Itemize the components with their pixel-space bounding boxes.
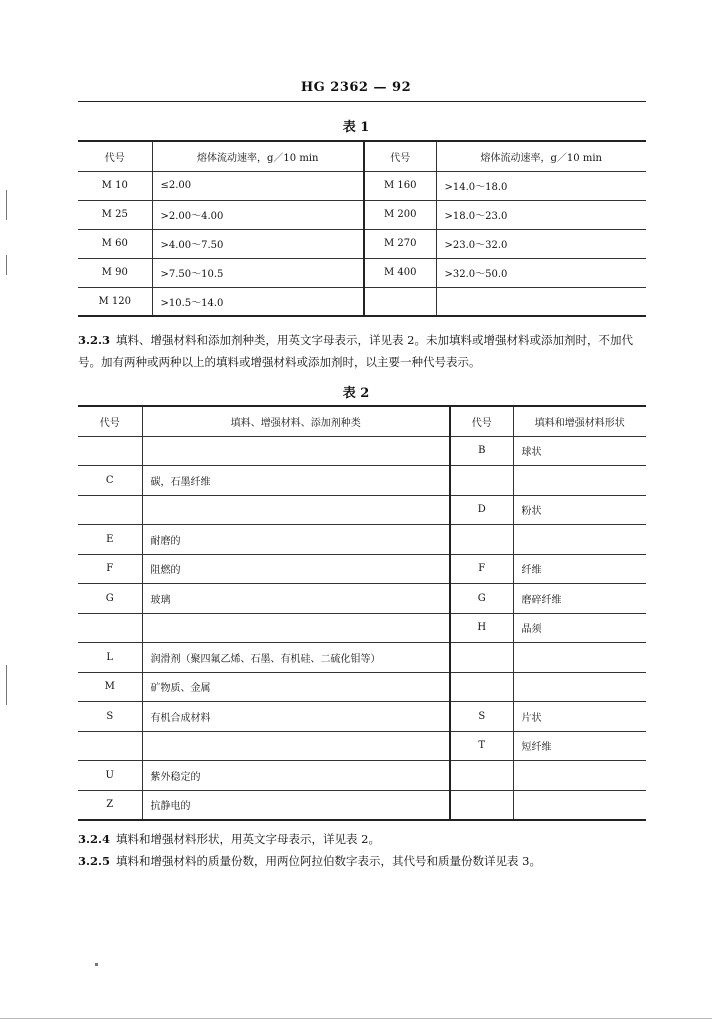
table-cell: D <box>450 495 513 525</box>
table-cell: >18.0～23.0 <box>436 200 646 229</box>
table-cell <box>436 287 646 316</box>
table-row <box>78 584 646 614</box>
table-cell <box>450 761 513 791</box>
section-3-2-3 <box>78 329 648 373</box>
table-cell: 耐磨的 <box>142 525 450 555</box>
section-number: 3.2.4 <box>78 832 111 846</box>
section-3-2-5 <box>78 850 648 872</box>
table-cell: H <box>450 613 513 643</box>
table-cell: ≤2.00 <box>152 171 364 200</box>
table-cell: F <box>450 554 513 584</box>
table-row <box>78 436 646 466</box>
section-3-2-4 <box>78 828 648 850</box>
table-cell: 玻璃 <box>142 584 450 614</box>
table-cell: M 25 <box>78 200 152 229</box>
table2-header-cell: 代号 <box>450 406 513 436</box>
table-cell: 球状 <box>513 436 646 466</box>
table-cell: >2.00～4.00 <box>152 200 364 229</box>
table-cell: B <box>450 436 513 466</box>
table-cell <box>142 613 450 643</box>
page-header: HG 2362 — 92 <box>300 80 412 95</box>
table-cell: S <box>450 702 513 732</box>
table-row <box>78 554 646 584</box>
table-cell: M 10 <box>78 171 152 200</box>
table-cell: M 60 <box>78 229 152 258</box>
table-cell: S <box>78 702 142 732</box>
table-cell: 碳，石墨纤维 <box>142 466 450 496</box>
section-number: 3.2.3 <box>78 333 111 347</box>
table-cell <box>513 790 646 820</box>
table-cell <box>78 731 142 761</box>
table-cell: >4.00～7.50 <box>152 229 364 258</box>
table-cell: 晶须 <box>513 613 646 643</box>
table-row <box>78 495 646 525</box>
table-row <box>78 731 646 761</box>
table-cell <box>513 466 646 496</box>
table-row <box>78 761 646 791</box>
scan-mark <box>6 255 7 275</box>
section-number: 3.2.5 <box>78 854 111 868</box>
table-cell: 紫外稳定的 <box>142 761 450 791</box>
table-cell: >7.50～10.5 <box>152 258 364 287</box>
table-cell: T <box>450 731 513 761</box>
table-cell: U <box>78 761 142 791</box>
table-row <box>78 171 646 200</box>
table-cell: 抗静电的 <box>142 790 450 820</box>
table-cell: >23.0～32.0 <box>436 229 646 258</box>
table-cell: >10.5～14.0 <box>152 287 364 316</box>
table-cell: F <box>78 554 142 584</box>
table-cell: G <box>450 584 513 614</box>
table-row <box>78 466 646 496</box>
table2 <box>78 405 646 821</box>
scan-mark <box>95 963 98 966</box>
table1-header-cell: 熔体流动速率，g／10 min <box>152 141 364 171</box>
table-row <box>78 613 646 643</box>
table1 <box>78 140 646 317</box>
table2-header-row <box>78 406 646 436</box>
table-cell: 润滑剂（聚四氟乙烯、石墨、有机硅、二硫化钼等） <box>142 643 450 673</box>
table-cell <box>142 436 450 466</box>
table-row <box>78 200 646 229</box>
table-row <box>78 229 646 258</box>
table-cell: M 120 <box>78 287 152 316</box>
table-cell: 纤维 <box>513 554 646 584</box>
table-cell <box>78 613 142 643</box>
scan-mark <box>6 665 7 705</box>
table2-header-cell: 代号 <box>78 406 142 436</box>
table-cell <box>364 287 436 316</box>
header-rule <box>78 101 646 102</box>
table2-header-cell: 填料和增强材料形状 <box>513 406 646 436</box>
table-cell: 阻燃的 <box>142 554 450 584</box>
table-cell: 有机合成材料 <box>142 702 450 732</box>
section-text: 填料、增强材料和添加剂种类，用英文字母表示，详见表 2。未加填料或增强材料或添加剂时，不加代号。加有两种或两种以上的填料或增强材料或添加剂时，以主要一种代号表示。 <box>78 333 633 369</box>
table1-header-cell: 熔体流动速率，g／10 min <box>436 141 646 171</box>
scan-mark <box>6 190 7 220</box>
table1-header-cell: 代号 <box>364 141 436 171</box>
table-cell: M <box>78 672 142 702</box>
table-cell: M 90 <box>78 258 152 287</box>
table-cell: >32.0～50.0 <box>436 258 646 287</box>
table-cell: 磨碎纤维 <box>513 584 646 614</box>
table-cell <box>142 495 450 525</box>
table-cell: >14.0～18.0 <box>436 171 646 200</box>
table-row <box>78 525 646 555</box>
table-cell: M 400 <box>364 258 436 287</box>
table2-caption: 表 2 <box>342 386 370 401</box>
table-cell: M 200 <box>364 200 436 229</box>
table-cell <box>513 525 646 555</box>
table-cell <box>450 672 513 702</box>
table-cell <box>78 436 142 466</box>
table-cell: C <box>78 466 142 496</box>
table-row <box>78 702 646 732</box>
table-cell: G <box>78 584 142 614</box>
table-cell: 粉状 <box>513 495 646 525</box>
table-cell <box>450 643 513 673</box>
table-row <box>78 258 646 287</box>
table-row <box>78 672 646 702</box>
table-cell: M 160 <box>364 171 436 200</box>
table-cell <box>513 643 646 673</box>
table-cell <box>450 466 513 496</box>
table-cell: 矿物质、金属 <box>142 672 450 702</box>
table-row <box>78 790 646 820</box>
table-cell: E <box>78 525 142 555</box>
table2-header-cell: 填料、增强材料、添加剂种类 <box>142 406 450 436</box>
table1-header-cell: 代号 <box>78 141 152 171</box>
table-cell: Z <box>78 790 142 820</box>
table-cell <box>513 761 646 791</box>
table-row <box>78 643 646 673</box>
table-cell <box>513 672 646 702</box>
table-cell <box>142 731 450 761</box>
table-cell: 短纤维 <box>513 731 646 761</box>
section-text: 填料和增强材料形状，用英文字母表示，详见表 2。 <box>116 832 380 846</box>
table-row <box>78 287 646 316</box>
table-cell: M 270 <box>364 229 436 258</box>
table-cell <box>450 790 513 820</box>
table-cell: 片状 <box>513 702 646 732</box>
table-cell <box>450 525 513 555</box>
table-cell <box>78 495 142 525</box>
scan-mark <box>0 1018 712 1019</box>
table-cell: L <box>78 643 142 673</box>
table1-caption: 表 1 <box>342 120 370 135</box>
section-text: 填料和增强材料的质量份数，用两位阿拉伯数字表示，其代号和质量份数详见表 3。 <box>116 854 541 868</box>
table1-header-row <box>78 141 646 171</box>
